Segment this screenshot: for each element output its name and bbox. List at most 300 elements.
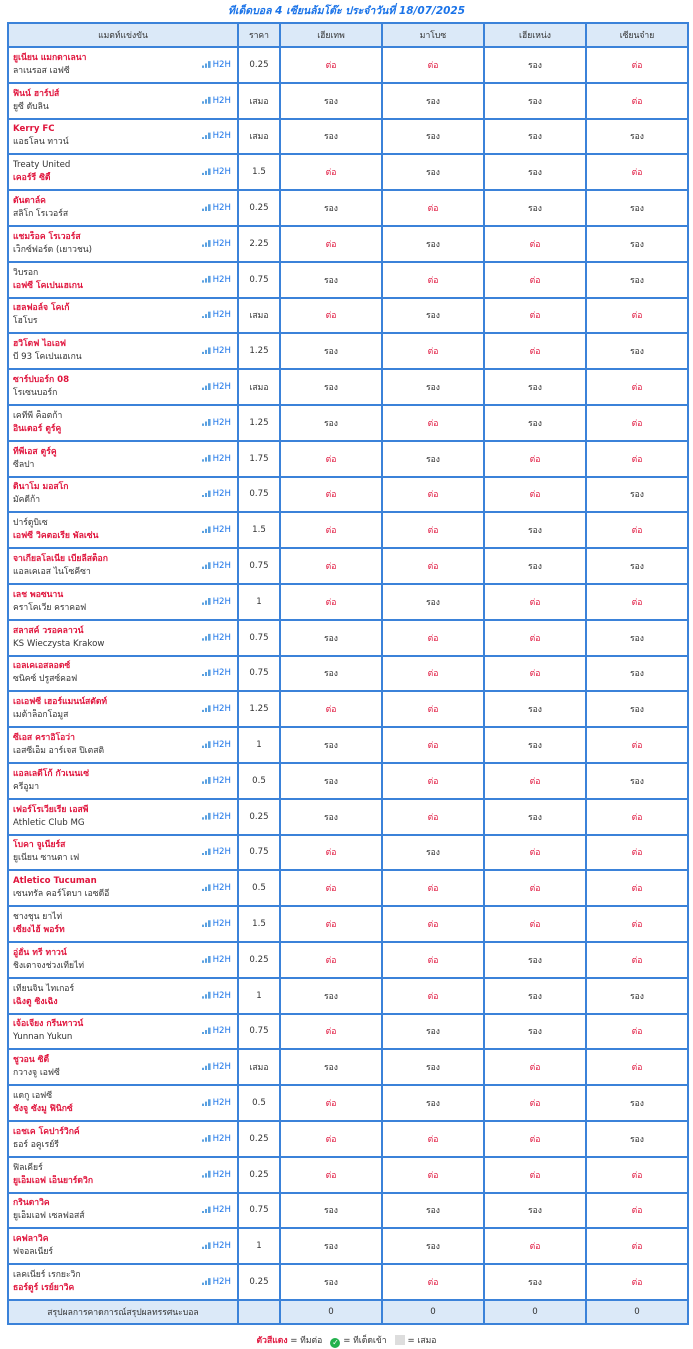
away-team: ครีอูมา: [13, 781, 40, 792]
table-row: [8, 1121, 688, 1157]
h2h-link[interactable]: [202, 812, 231, 822]
home-team: ดินาโม มอสโก: [13, 482, 69, 493]
away-team: เคอร์รี่ ซิตี้: [13, 173, 51, 184]
h2h-link[interactable]: [202, 203, 231, 213]
pick-cell: รอง: [586, 763, 688, 799]
bar-chart-icon: [202, 454, 211, 462]
pick-cell: ต่อ: [484, 226, 586, 262]
match-cell: [8, 119, 238, 155]
home-team: สลาสค์ วรอคลาวน์: [13, 625, 84, 636]
h2h-link[interactable]: [202, 704, 231, 714]
bar-chart-icon: [202, 1062, 211, 1070]
pick-cell: ต่อ: [382, 978, 484, 1014]
pick-cell: รอง: [280, 656, 382, 692]
price-cell: 1: [238, 727, 280, 763]
match-cell: [8, 441, 238, 477]
match-cell: [8, 1121, 238, 1157]
pick-cell: ต่อ: [382, 47, 484, 83]
h2h-link[interactable]: [202, 1241, 231, 1251]
pick-cell: ต่อ: [382, 333, 484, 369]
pick-cell: รอง: [280, 405, 382, 441]
home-team: เอชเค โคปาร์วิกค์: [13, 1126, 80, 1137]
h2h-label: H2H: [212, 740, 231, 751]
home-team: แชมร็อค โรเวอร์ส: [13, 231, 81, 242]
pick-cell: ต่อ: [280, 835, 382, 871]
check-circle-icon: ✓: [332, 1337, 339, 1347]
pick-cell: รอง: [382, 1014, 484, 1050]
price-cell: 1: [238, 1228, 280, 1264]
bar-chart-icon: [202, 561, 211, 569]
h2h-label: H2H: [212, 668, 231, 679]
away-team: โรเซนบอร์ก: [13, 388, 58, 399]
away-team: ยูเนียน ซานตา เฟ: [13, 853, 80, 864]
pick-cell: ต่อ: [382, 870, 484, 906]
away-team: ยูเอ็มเอฟ เซลฟอสส์: [13, 1211, 85, 1222]
away-team: Yunnan Yukun: [13, 1032, 73, 1043]
pick-cell: ต่อ: [484, 906, 586, 942]
table-row: [8, 584, 688, 620]
match-cell: [8, 1014, 238, 1050]
price-cell: เสมอ: [238, 298, 280, 334]
price-cell: 0.25: [238, 1264, 280, 1300]
pick-cell: รอง: [484, 154, 586, 190]
pick-cell: รอง: [280, 1049, 382, 1085]
table-row: [8, 477, 688, 513]
home-team: ทีพีเอส ตูร์คู: [13, 446, 57, 457]
away-team: ซนิคซ์ ปรูสซ์คอฟ: [13, 674, 78, 685]
pick-cell: รอง: [484, 1264, 586, 1300]
h2h-link[interactable]: [202, 1062, 231, 1072]
table-row: [8, 512, 688, 548]
h2h-label: H2H: [212, 203, 231, 214]
h2h-link[interactable]: [202, 1205, 231, 1215]
pick-cell: รอง: [586, 333, 688, 369]
pick-cell: รอง: [586, 548, 688, 584]
bar-chart-icon: [202, 1026, 211, 1034]
h2h-label: H2H: [212, 417, 231, 428]
home-team: เลช พอซนาน: [13, 589, 64, 600]
pick-cell: ต่อ: [586, 441, 688, 477]
pick-cell: รอง: [484, 691, 586, 727]
table-row: [8, 548, 688, 584]
pick-cell: ต่อ: [484, 584, 586, 620]
h2h-link[interactable]: [202, 668, 231, 678]
home-team: ยูเนียน แมกดาเลนา: [13, 52, 87, 63]
price-cell: 1.5: [238, 154, 280, 190]
h2h-label: H2H: [212, 1098, 231, 1108]
match-cell: [8, 333, 238, 369]
match-cell: [8, 620, 238, 656]
h2h-label: H2H: [212, 489, 231, 500]
pick-cell: ต่อ: [484, 477, 586, 513]
pick-cell: ต่อ: [484, 763, 586, 799]
pick-cell: ต่อ: [382, 763, 484, 799]
pick-cell: รอง: [382, 1228, 484, 1264]
h2h-label: H2H: [212, 131, 231, 142]
pick-cell: ต่อ: [280, 1014, 382, 1050]
home-team: เคทีพี ค็อตก้า: [13, 410, 63, 421]
h2h-link[interactable]: [202, 525, 231, 535]
bar-chart-icon: [202, 1241, 211, 1249]
pick-cell: รอง: [280, 83, 382, 119]
match-cell: [8, 835, 238, 871]
h2h-link[interactable]: [202, 346, 231, 356]
table-row: [8, 405, 688, 441]
pick-cell: รอง: [484, 190, 586, 226]
h2h-link[interactable]: [202, 382, 231, 392]
price-cell: เสมอ: [238, 119, 280, 155]
pick-cell: รอง: [586, 226, 688, 262]
bar-chart-icon: [202, 991, 211, 999]
h2h-link[interactable]: [202, 167, 231, 177]
h2h-link[interactable]: [202, 991, 231, 1001]
bar-chart-icon: [202, 203, 211, 211]
match-cell: [8, 870, 238, 906]
away-team: Athletic Club MG: [13, 817, 85, 828]
pick-cell: ต่อ: [586, 405, 688, 441]
pick-cell: ต่อ: [382, 942, 484, 978]
pick-cell: ต่อ: [586, 835, 688, 871]
pick-cell: ต่อ: [586, 942, 688, 978]
match-cell: [8, 978, 238, 1014]
bar-chart-icon: [202, 418, 211, 426]
h2h-link[interactable]: [202, 239, 231, 249]
away-team: เว็กซ์ฟอร์ด (เยาวชน): [13, 244, 93, 255]
pick-cell: ต่อ: [382, 799, 484, 835]
pick-cell: ต่อ: [280, 942, 382, 978]
pick-cell: รอง: [382, 1193, 484, 1229]
h2h-label: H2H: [212, 310, 231, 321]
table-row: [8, 1049, 688, 1085]
table-row: [8, 298, 688, 334]
pick-cell: รอง: [484, 1014, 586, 1050]
table-row: [8, 1157, 688, 1193]
h2h-label: H2H: [212, 274, 231, 285]
h2h-label: H2H: [212, 883, 231, 894]
h2h-link[interactable]: [202, 1026, 231, 1036]
pick-cell: ต่อ: [586, 298, 688, 334]
away-team: ลาเนรอส เอฟซี: [13, 65, 70, 76]
h2h-label: H2H: [212, 1241, 231, 1252]
match-cell: [8, 477, 238, 513]
h2h-link[interactable]: [202, 1170, 231, 1180]
bar-chart-icon: [202, 740, 211, 748]
pick-cell: ต่อ: [586, 799, 688, 835]
pick-cell: รอง: [382, 369, 484, 405]
match-cell: [8, 1049, 238, 1085]
bar-chart-icon: [202, 346, 211, 354]
pick-cell: ต่อ: [484, 262, 586, 298]
bar-chart-icon: [202, 1098, 211, 1106]
h2h-link[interactable]: [202, 418, 231, 428]
table-row: [8, 1193, 688, 1229]
pick-cell: รอง: [280, 799, 382, 835]
match-cell: [8, 799, 238, 835]
price-cell: 0.25: [238, 1157, 280, 1193]
pick-cell: รอง: [586, 1085, 688, 1121]
pick-cell: รอง: [484, 47, 586, 83]
pick-cell: ต่อ: [484, 1085, 586, 1121]
away-team: เฉิงตู ซิงเฉิง: [13, 996, 58, 1007]
h2h-label: H2H: [212, 525, 231, 536]
h2h-link[interactable]: [202, 597, 231, 607]
pick-cell: ต่อ: [586, 727, 688, 763]
price-cell: 0.75: [238, 262, 280, 298]
pick-cell: ต่อ: [280, 512, 382, 548]
h2h-link[interactable]: [202, 919, 231, 929]
away-team: ชิงเตาจงช่วงเทียไท่: [13, 960, 85, 971]
away-team: ซีลปา: [13, 459, 35, 470]
home-team: Treaty United: [13, 160, 71, 171]
table-row: [8, 47, 688, 83]
table-row: [8, 906, 688, 942]
table-row: [8, 1264, 688, 1300]
tips-table: [7, 22, 689, 1325]
price-cell: 0.5: [238, 1085, 280, 1121]
table-row: [8, 333, 688, 369]
pick-cell: ต่อ: [586, 47, 688, 83]
h2h-link[interactable]: [202, 454, 231, 464]
home-team: เฮลฟอล์จ โคเก้: [13, 303, 70, 314]
away-team: แอลเคเอส ไนโซคีซา: [13, 567, 91, 578]
pick-cell: ต่อ: [280, 1085, 382, 1121]
h2h-link[interactable]: [202, 489, 231, 499]
price-cell: เสมอ: [238, 1049, 280, 1085]
away-team: เซนทรัล คอร์โดบา เอซดีอี: [13, 889, 110, 900]
h2h-label: H2H: [212, 346, 231, 357]
table-row: [8, 1014, 688, 1050]
table-row: [8, 369, 688, 405]
price-cell: 0.25: [238, 47, 280, 83]
away-team: ชังจู ซังมู ฟินิกซ์: [13, 1104, 73, 1114]
table-row: [8, 870, 688, 906]
bar-chart-icon: [202, 239, 211, 247]
header-price: ราคา: [238, 23, 280, 47]
pick-cell: ต่อ: [586, 369, 688, 405]
bar-chart-icon: [202, 131, 211, 139]
home-team: Kerry FC: [13, 124, 55, 135]
legend-check-desc: = ทีเด็ดเข้า: [340, 1335, 387, 1346]
h2h-label: H2H: [212, 561, 231, 572]
h2h-link[interactable]: [202, 847, 231, 857]
pick-cell: รอง: [586, 190, 688, 226]
gray-square-icon: [395, 1335, 405, 1345]
header-tipster-3: เฮียเหน่ง: [484, 23, 586, 47]
h2h-label: H2H: [212, 95, 231, 106]
pick-cell: ต่อ: [382, 512, 484, 548]
pick-cell: ต่อ: [586, 83, 688, 119]
pick-cell: ต่อ: [586, 1157, 688, 1193]
h2h-link[interactable]: [202, 633, 231, 643]
away-team: เอฟซี โคเปนเฮเกน: [13, 280, 83, 291]
pick-cell: รอง: [280, 763, 382, 799]
pick-cell: รอง: [382, 1049, 484, 1085]
pick-cell: รอง: [382, 441, 484, 477]
summary-score-1: 0: [280, 1300, 382, 1324]
bar-chart-icon: [202, 847, 211, 855]
h2h-label: H2H: [212, 1169, 231, 1180]
match-cell: [8, 369, 238, 405]
h2h-link[interactable]: [202, 131, 231, 141]
h2h-link[interactable]: [202, 96, 231, 106]
bar-chart-icon: [202, 382, 211, 390]
price-cell: 0.75: [238, 477, 280, 513]
price-cell: 1: [238, 978, 280, 1014]
price-cell: 1.25: [238, 405, 280, 441]
summary-label: [8, 1300, 238, 1324]
h2h-label: H2H: [212, 704, 231, 715]
price-cell: 0.75: [238, 835, 280, 871]
table-row: [8, 835, 688, 871]
pick-cell: รอง: [382, 119, 484, 155]
home-team: ปาร์ดูบิเซ: [13, 518, 48, 529]
match-cell: [8, 190, 238, 226]
pick-cell: รอง: [484, 1193, 586, 1229]
summary-label-text: สรุปผลการคาดการณ์สรุปผลทรรศนะบอล: [47, 1307, 199, 1318]
pick-cell: รอง: [280, 620, 382, 656]
match-cell: [8, 1193, 238, 1229]
pick-cell: ต่อ: [280, 548, 382, 584]
away-team: ยูเอ็มเอฟ เอ็นยาร์ดวิก: [13, 1175, 94, 1186]
bar-chart-icon: [202, 668, 211, 676]
pick-cell: ต่อ: [382, 727, 484, 763]
home-team: ดันดาล์ค: [13, 196, 46, 207]
header-tipster-1: เฮียเทพ: [280, 23, 382, 47]
h2h-link[interactable]: [202, 740, 231, 750]
price-cell: 0.25: [238, 942, 280, 978]
table-row: [8, 691, 688, 727]
pick-cell: รอง: [484, 942, 586, 978]
home-team: โบคา จูเนียร์ส: [13, 840, 66, 851]
match-cell: [8, 1264, 238, 1300]
away-team: KS Wieczysta Krakow: [13, 638, 105, 649]
pick-cell: ต่อ: [586, 870, 688, 906]
h2h-label: H2H: [212, 632, 231, 643]
h2h-link[interactable]: [202, 1277, 231, 1287]
match-cell: [8, 763, 238, 799]
away-team: มัคดีก้า: [13, 495, 41, 506]
pick-cell: ต่อ: [586, 1228, 688, 1264]
home-team: เลคเนียร์ เรกยะวิก: [13, 1269, 81, 1280]
pick-cell: รอง: [586, 620, 688, 656]
table-row: [8, 978, 688, 1014]
table-row: [8, 620, 688, 656]
bar-chart-icon: [202, 310, 211, 318]
h2h-label: H2H: [212, 990, 231, 1001]
pick-cell: รอง: [382, 584, 484, 620]
pick-cell: ต่อ: [280, 477, 382, 513]
h2h-link[interactable]: [202, 776, 231, 786]
match-cell: [8, 1157, 238, 1193]
pick-cell: ต่อ: [484, 1121, 586, 1157]
pick-cell: รอง: [484, 548, 586, 584]
match-cell: [8, 83, 238, 119]
match-cell: [8, 1228, 238, 1264]
match-cell: [8, 298, 238, 334]
home-team: ชูวอน ซิตี้: [13, 1055, 50, 1066]
pick-cell: ต่อ: [382, 190, 484, 226]
price-cell: 0.75: [238, 1014, 280, 1050]
bar-chart-icon: [202, 1277, 211, 1285]
h2h-label: H2H: [212, 453, 231, 464]
h2h-label: H2H: [212, 1133, 231, 1144]
h2h-label: H2H: [212, 167, 231, 178]
pick-cell: ต่อ: [586, 1049, 688, 1085]
header-tipster-2: มาโบซ: [382, 23, 484, 47]
home-team: วิบรอก: [13, 267, 39, 278]
home-team: ฟินน์ ฮาร์ปส์: [13, 88, 60, 99]
summary-empty: [238, 1300, 280, 1324]
bar-chart-icon: [202, 275, 211, 283]
table-row: [8, 262, 688, 298]
price-cell: 0.25: [238, 190, 280, 226]
table-row: [8, 1228, 688, 1264]
h2h-link[interactable]: [202, 60, 231, 70]
home-team: ฮวิโดฟ ไอเอฟ: [13, 339, 67, 350]
pick-cell: ต่อ: [382, 262, 484, 298]
h2h-label: H2H: [212, 59, 231, 70]
h2h-link[interactable]: [202, 1134, 231, 1144]
away-team: แอธโลน ทาวน์: [13, 137, 69, 148]
away-team: ยูซี ดับลิน: [13, 101, 49, 112]
match-cell: [8, 691, 238, 727]
h2h-link[interactable]: [202, 561, 231, 571]
pick-cell: ต่อ: [280, 691, 382, 727]
h2h-link[interactable]: [202, 883, 231, 893]
pick-cell: รอง: [280, 190, 382, 226]
price-cell: 0.75: [238, 656, 280, 692]
home-team: เจ้อเจียง กรีนทาวน์: [13, 1019, 84, 1030]
match-cell: [8, 942, 238, 978]
h2h-link[interactable]: [202, 1098, 231, 1108]
pick-cell: ต่อ: [484, 620, 586, 656]
price-cell: 0.75: [238, 620, 280, 656]
pick-cell: ต่อ: [586, 906, 688, 942]
pick-cell: รอง: [484, 512, 586, 548]
table-row: [8, 799, 688, 835]
pick-cell: รอง: [586, 978, 688, 1014]
pick-cell: รอง: [484, 119, 586, 155]
away-team: กวางจู เอฟซี: [13, 1068, 60, 1079]
pick-cell: รอง: [586, 1121, 688, 1157]
pick-cell: ต่อ: [382, 1121, 484, 1157]
home-team: แดกู เอฟซี: [13, 1091, 53, 1101]
h2h-link[interactable]: [202, 310, 231, 320]
h2h-link[interactable]: [202, 275, 231, 285]
price-cell: 1.5: [238, 906, 280, 942]
pick-cell: รอง: [586, 119, 688, 155]
h2h-label: H2H: [212, 1026, 231, 1037]
h2h-label: H2H: [212, 954, 231, 965]
bar-chart-icon: [202, 1205, 211, 1213]
match-cell: [8, 656, 238, 692]
pick-cell: รอง: [382, 835, 484, 871]
pick-cell: รอง: [586, 691, 688, 727]
table-row: [8, 942, 688, 978]
legend-red-desc: = ทีมต่อ: [287, 1335, 323, 1346]
bar-chart-icon: [202, 597, 211, 605]
bar-chart-icon: [202, 776, 211, 784]
table-row: [8, 1085, 688, 1121]
pick-cell: ต่อ: [382, 691, 484, 727]
home-team: ชางชุน ยาไท่: [13, 912, 63, 923]
bar-chart-icon: [202, 1134, 211, 1142]
match-cell: [8, 512, 238, 548]
home-team: แอลเลดีโก้ กัวเนนเซ่: [13, 768, 90, 779]
bar-chart-icon: [202, 812, 211, 820]
h2h-link[interactable]: [202, 955, 231, 965]
pick-cell: ต่อ: [586, 584, 688, 620]
